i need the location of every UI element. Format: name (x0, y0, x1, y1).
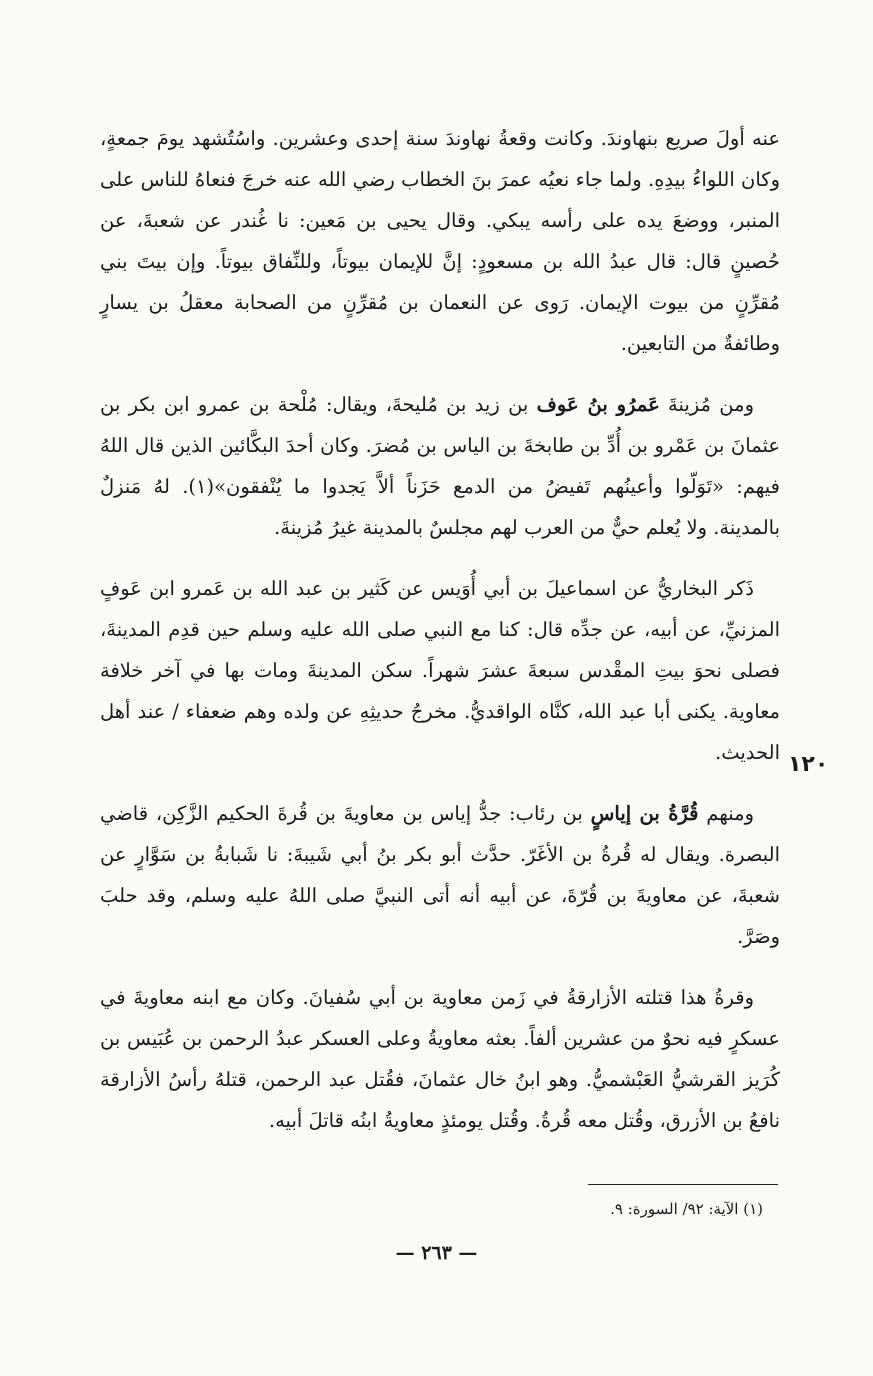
paragraph-3: ذَكر البخاريُّ عن اسماعيلَ بن أبي أُوَيس عن كَثير بن عبد الله بن عَمرو ابن عَوفٍ المزنيِّ، عن أبيه، عن جدِّه قال: كنا مع النبي صلى الله عليه وسلم حين قدِم المدينةَ، فصلى نحوَ بيتِ المقْدس سبعةَ عشرَ شهراً. سكن المدينةَ ومات بها في آخر خلافة معاوية. يكنى أبا عبد الله، كنَّاه الواقديُّ. مخرجُ حديثِهِ عن ولده وهم ضعفاء / عند أهل الحديث. (100, 577, 780, 764)
paragraph-4-body: بن رئاب: جدُّ إياس بن معاويةَ بن قُرةَ الحكيم الزَّكِن، قاضي البصرة. ويقال له قُرةُ بن الأغَرّ. حدَّث أبو بكر بنُ أبي شَيبةَ: نا شَبابةُ بن سَوَّارٍ عن شعبةَ، عن معاويةَ بن قُرّةَ، عن أبيه أنه أتى النبيَّ صلى اللهُ عليه وسلم، وقد حلبَ وصَرَّ. (100, 802, 780, 948)
footnote: (١) الآية: ٩٢/ السورة: ٩. (610, 1200, 763, 1218)
paragraph-2-body: بن زيد بن مُليحةَ، ويقال: مُلْحة بن عمرو ابن بكر بن عثمانَ بن عَمْرو بن أُدِّ بن طابخةَ بن الياس بن مُضرَ. وكان أحدَ البكَّائين الذين قال اللهُ فيهم: «تَوَلّوا وأعينُهم تَفيضُ من الدمع حَزَناً ألاَّ يَجدوا ما يُنْفقون»(١). لهُ مَنزلٌ بالمدينة. ولا يُعلم حيٌّ من العرب لهم مجلسٌ بالمدينة غيرُ مُزينةَ. (100, 393, 781, 539)
footnote-divider (588, 1184, 778, 1185)
margin-page-number: ١٢٠ (788, 752, 829, 777)
heading-name-qurra: قُرَّةُ بن إياسٍ (590, 802, 699, 825)
paragraph-2 (100, 384, 780, 548)
paragraph-4-lead: ومنهم (698, 802, 754, 825)
main-text (100, 118, 780, 1161)
paragraph-2-lead: ومن مُزينةَ (659, 393, 754, 416)
paragraph-1: عنه أولَ صريع بنهاوندَ. وكانت وقعةُ نهاوندَ سنة إحدى وعشرين. واسُتُشهد يومَ جمعةٍ، وكان اللواءُ بيدِهِ. ولما جاء نعيُه عمرَ بنَ الخطاب رضي الله عنه خرجَ فنعاهُ للناس على المنبر، ووضعَ يده على رأسه يبكي. وقال يحيى بن مَعين: نا غُندر عن شعبةَ، عن حُصينٍ قال: قال عبدُ الله بن مسعودٍ: إنَّ للإيمان بيوتاً، وللنِّفاق بيوتاً. وإن بيتَ بني مُقرِّنٍ من بيوت الإيمان. رَوى عن النعمان بن مُقرِّنٍ من الصحابة معقلُ بن يسارٍ وطائفةٌ من التابعين. (100, 127, 780, 355)
page-number: — ٢٦٣ — (395, 1242, 478, 1264)
paragraph-4 (100, 793, 780, 957)
heading-name-amr: عَمرُو بنُ عَوف (536, 393, 660, 416)
paragraph-5: وقرةُ هذا قتلته الأزارقةُ في زَمن معاوية بن أبي سُفيانَ. وكان مع ابنه معاويةَ في عسكرٍ فيه نحوٌ من عشرين ألفاً. بعثه معاويةُ وعلى العسكر عبدُ الرحمن بن عُبَيس بن كُرَيز القرشيُّ العَبْشميُّ. وهو ابنُ خال عثمانَ، فقُتل عبد الرحمن، قتلهُ رأسُ الأزارقة نافعُ بن الأزرق، وقُتل معه قُرةُ. وقُتل يومئذٍ معاويةُ ابنُه قاتلَ أبيه. (100, 986, 780, 1132)
